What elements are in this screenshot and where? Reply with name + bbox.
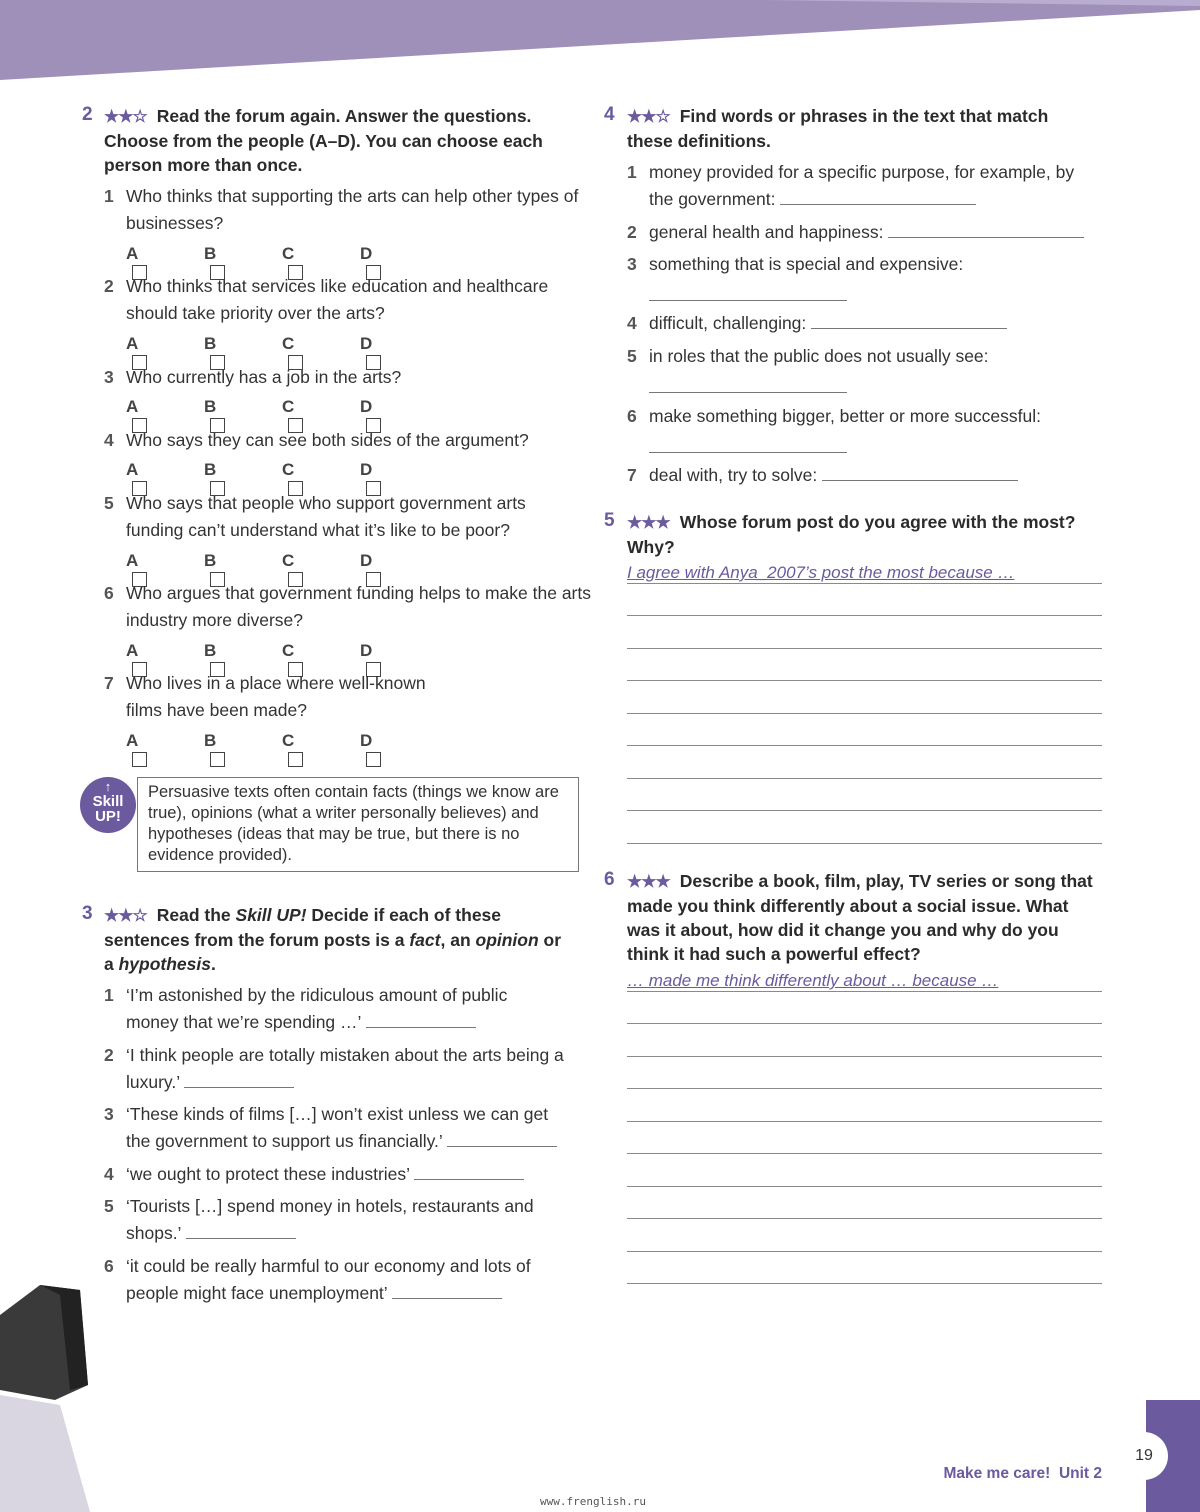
arrow-up-icon: ↑: [104, 779, 112, 794]
difficulty-stars-icon: ★★☆: [104, 906, 147, 925]
ex5-example-answer: I agree with Anya_2007’s post the most because …: [627, 563, 1015, 582]
difficulty-stars-icon: ★★☆: [104, 107, 147, 126]
writing-line[interactable]: [627, 745, 1102, 746]
difficulty-stars-icon: ★★★: [627, 513, 670, 532]
exercise-3-instruction: ★★☆ Read the Skill UP! Decide if each of these sentences from the forum posts is a fact, an opinion or a hypothesis.: [104, 905, 562, 974]
exercise-6-instruction: ★★★ Describe a book, film, play, TV series or song that made you think differently about a social issue. What was it about, how did it change you and why do you think it had such a powerful effect?: [627, 871, 1093, 964]
source-url: www.frenglish.ru: [540, 1495, 646, 1508]
difficulty-stars-icon: ★★☆: [627, 107, 670, 126]
answer-blank[interactable]: [822, 479, 1018, 481]
writing-line[interactable]: [627, 615, 1102, 616]
difficulty-stars-icon: ★★★: [627, 872, 670, 891]
answer-blank[interactable]: [392, 1297, 502, 1299]
writing-line[interactable]: [627, 713, 1102, 714]
writing-line[interactable]: [627, 1283, 1102, 1284]
exercise-5-instruction: ★★★ Whose forum post do you agree with the most? Why?: [627, 512, 1076, 557]
answer-blank[interactable]: [184, 1086, 294, 1088]
skill-up-text: Persuasive texts often contain facts (things we know are true), opinions (what a writer personally believes) and hypotheses (ideas that may be true, but there is no evidence provided).: [148, 783, 559, 864]
exercise-2-number: 2: [82, 104, 93, 125]
writing-line[interactable]: [627, 1121, 1102, 1122]
writing-line[interactable]: [627, 1218, 1102, 1219]
writing-line[interactable]: [627, 1186, 1102, 1187]
decorative-photo: [0, 1275, 90, 1512]
exercise-3-number: 3: [82, 903, 93, 924]
writing-line[interactable]: [627, 1056, 1102, 1057]
checkbox-d[interactable]: [366, 752, 381, 767]
answer-blank[interactable]: [186, 1237, 296, 1239]
exercise-4-number: 4: [604, 104, 615, 125]
writing-line[interactable]: [627, 1153, 1102, 1154]
writing-line[interactable]: [627, 991, 1102, 992]
answer-blank[interactable]: [649, 451, 847, 453]
answer-blank[interactable]: [649, 391, 847, 393]
checkbox-b[interactable]: [210, 752, 225, 767]
checkbox-c[interactable]: [288, 752, 303, 767]
page-number: 19: [1120, 1432, 1168, 1480]
writing-line[interactable]: [627, 680, 1102, 681]
writing-line[interactable]: [627, 810, 1102, 811]
writing-line[interactable]: [627, 1251, 1102, 1252]
page-footer: Make me care! Unit 2: [943, 1465, 1102, 1482]
ex6-example-answer: … made me think differently about … because …: [627, 971, 999, 990]
exercise-5-number: 5: [604, 510, 615, 531]
exercise-2-instruction: ★★☆ Read the forum again. Answer the questions. Choose from the people (A–D). You can choose each person more than once.: [104, 106, 543, 175]
answer-blank[interactable]: [366, 1026, 476, 1028]
writing-line[interactable]: [627, 1023, 1102, 1024]
skill-up-badge: ↑ Skill UP!: [80, 777, 136, 833]
exercise-4-instruction: ★★☆ Find words or phrases in the text that match these definitions.: [627, 106, 1049, 151]
writing-line[interactable]: [627, 648, 1102, 649]
answer-blank[interactable]: [888, 236, 1084, 238]
writing-line[interactable]: [627, 1088, 1102, 1089]
answer-blank[interactable]: [414, 1178, 524, 1180]
exercise-6-number: 6: [604, 869, 615, 890]
header-banner: [0, 0, 1200, 80]
writing-line[interactable]: [627, 843, 1102, 844]
answer-blank[interactable]: [649, 299, 847, 301]
writing-line[interactable]: [627, 583, 1102, 584]
checkbox-a[interactable]: [132, 752, 147, 767]
answer-blank[interactable]: [447, 1145, 557, 1147]
answer-blank[interactable]: [811, 327, 1007, 329]
answer-blank[interactable]: [780, 203, 976, 205]
writing-line[interactable]: [627, 778, 1102, 779]
